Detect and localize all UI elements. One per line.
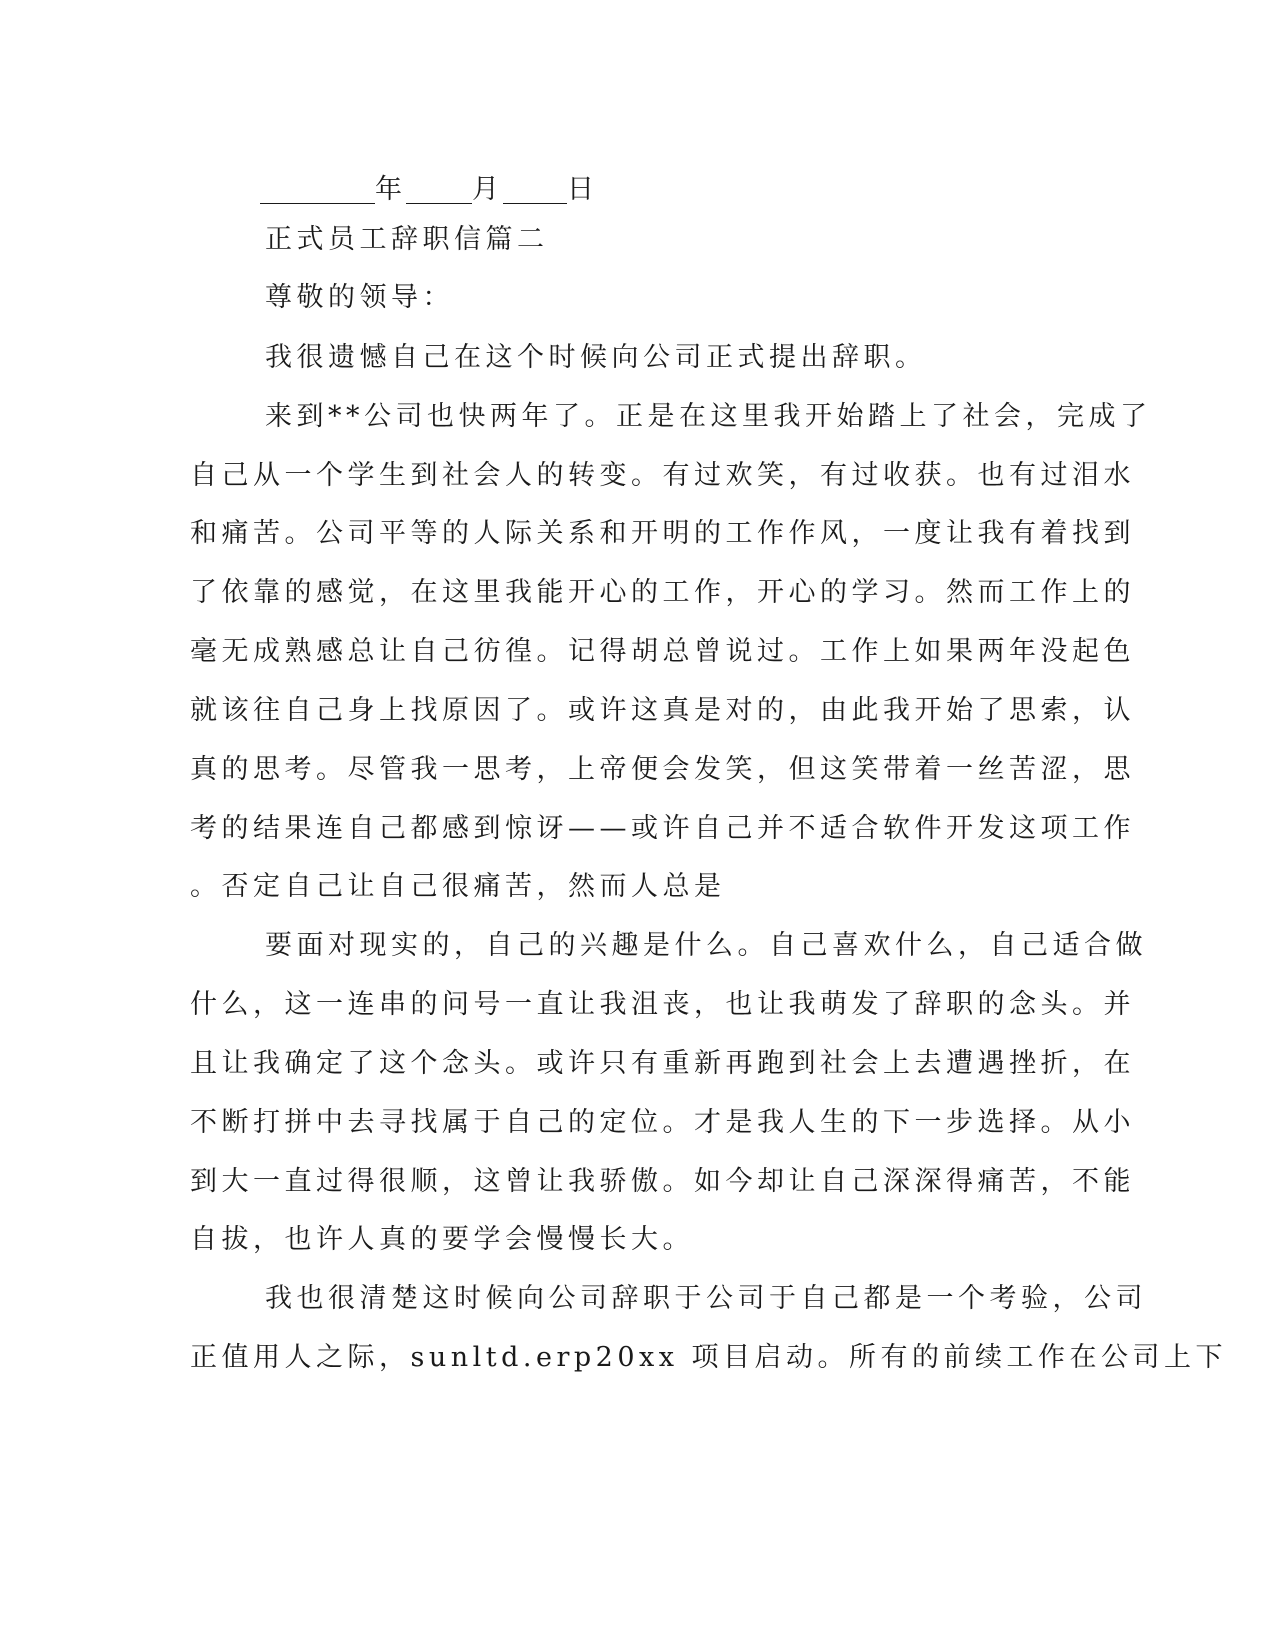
day-blank	[503, 173, 567, 204]
body-line: 什么，这一连串的问号一直让我沮丧，也让我萌发了辞职的念头。并	[190, 989, 1135, 1020]
body-line: 来到**公司也快两年了。正是在这里我开始踏上了社会，完成了	[265, 401, 1152, 432]
salutation: 尊敬的领导：	[265, 282, 454, 313]
date-line	[260, 170, 598, 210]
body-line: 我很遗憾自己在这个时候向公司正式提出辞职。	[265, 342, 927, 373]
month-blank	[406, 173, 472, 204]
body-line: 和痛苦。公司平等的人际关系和开明的工作作风，一度让我有着找到	[190, 518, 1135, 549]
body-line: 了依靠的感觉，在这里我能开心的工作，开心的学习。然而工作上的	[190, 577, 1135, 608]
letter-heading: 正式员工辞职信篇二	[265, 224, 549, 255]
day-label: 日	[567, 174, 598, 205]
body-line: 自拔，也许人真的要学会慢慢长大。	[190, 1224, 694, 1255]
body-line: 。否定自己让自己很痛苦，然而人总是	[190, 871, 726, 902]
body-line: 到大一直过得很顺，这曾让我骄傲。如今却让自己深深得痛苦，不能	[190, 1166, 1135, 1197]
body-line: 就该往自己身上找原因了。或许这真是对的，由此我开始了思索，认	[190, 695, 1135, 726]
body-line: 我也很清楚这时候向公司辞职于公司于自己都是一个考验，公司	[265, 1283, 1147, 1314]
body-line: 真的思考。尽管我一思考，上帝便会发笑，但这笑带着一丝苦涩，思	[190, 754, 1135, 785]
body-line: 自己从一个学生到社会人的转变。有过欢笑，有过收获。也有过泪水	[190, 460, 1135, 491]
body-line: 毫无成熟感总让自己彷徨。记得胡总曾说过。工作上如果两年没起色	[190, 636, 1135, 667]
body-line: 不断打拼中去寻找属于自己的定位。才是我人生的下一步选择。从小	[190, 1107, 1135, 1138]
month-label: 月	[472, 174, 503, 205]
body-line: 要面对现实的，自己的兴趣是什么。自己喜欢什么，自己适合做	[265, 930, 1147, 961]
year-label: 年	[375, 174, 406, 205]
body-line: 考的结果连自己都感到惊讶——或许自己并不适合软件开发这项工作	[190, 813, 1135, 844]
year-blank	[260, 173, 375, 204]
body-line: 且让我确定了这个念头。或许只有重新再跑到社会上去遭遇挫折，在	[190, 1048, 1135, 1079]
body-line: 正值用人之际，sunltd.erp20xx 项目启动。所有的前续工作在公司上下	[190, 1342, 1228, 1373]
